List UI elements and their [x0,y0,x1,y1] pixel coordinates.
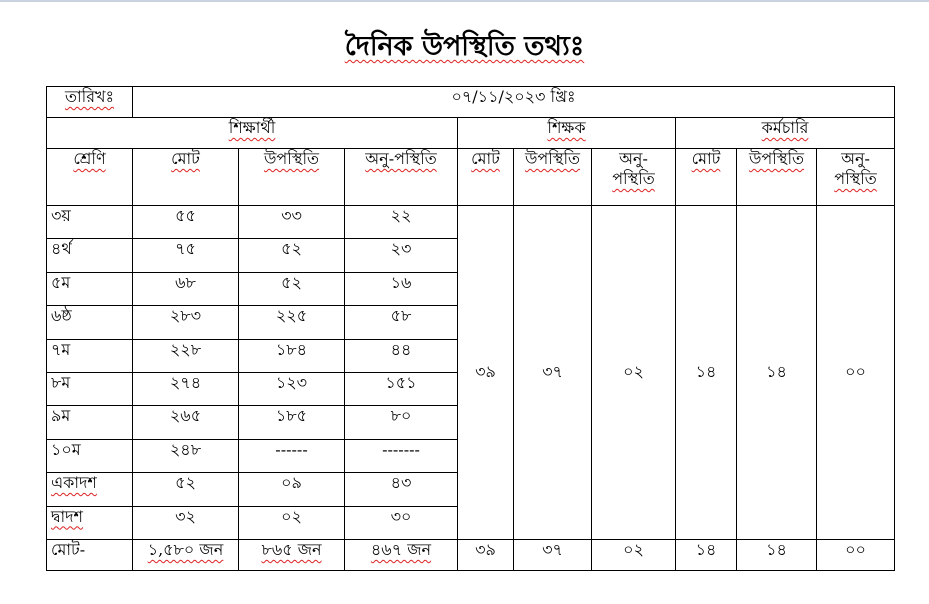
staff-group-header [676,118,895,149]
totals-students-total: ১,৫৮০ জন [147,539,224,559]
staff-present-cell: ১৪ [737,206,817,540]
row-class [47,506,133,539]
row-absent: ৪৪ [345,339,458,372]
table-row [47,206,895,239]
header-staff-total [676,149,737,206]
row-class: ৩য় [47,206,133,239]
row-total: ৬৮ [133,272,239,305]
row-class: ৪র্থ [47,239,133,272]
window-top-edge [0,0,929,2]
date-label-cell [47,87,133,118]
totals-staff-present: ১৪ [737,539,817,570]
row-absent: ১৬ [345,272,458,305]
totals-teachers-absent: ০২ [592,539,676,570]
row-present: ১৮৫ [239,406,345,439]
row-class: ৭ম [47,339,133,372]
row-class [47,473,133,506]
header-staff-absent-line1: অনু- [841,149,870,168]
date-row [47,87,895,118]
teachers-present-cell: ৩৭ [514,206,592,540]
totals-row [47,539,895,570]
row-absent: ------- [345,439,458,472]
students-group-label: শিক্ষার্থী [228,118,276,137]
row-absent: ৩০ [345,506,458,539]
totals-staff-total: ১৪ [676,539,737,570]
group-header-row [47,118,895,149]
header-class-label: শ্রেণি [73,149,106,168]
row-class: ৮ম [47,372,133,405]
row-class-text: দ্বাদশ [51,506,84,526]
row-absent: ৮০ [345,406,458,439]
header-staff-absent-line2: পস্থিতি [834,169,877,188]
header-student-absent [345,149,458,206]
header-class [47,149,133,206]
teachers-total-cell: ৩৯ [458,206,514,540]
row-present: ৫২ [239,272,345,305]
totals-students-present: ৮৬৫ জন [261,539,322,559]
row-total: ৫২ [133,473,239,506]
totals-teachers-present: ৩৭ [514,539,592,570]
row-total: ২৬৫ [133,406,239,439]
teachers-group-label: শিক্ষক [547,118,586,137]
header-teacher-present-label: উপস্থিতি [524,149,581,168]
sub-header-row [47,149,895,206]
header-teacher-total [458,149,514,206]
date-label: তারিখঃ [64,87,115,106]
staff-absent-cell: ০০ [817,206,895,540]
header-student-absent-label: অনু-পস্থিতি [365,149,437,168]
row-class: ৬ষ্ঠ [47,306,133,339]
staff-total-cell: ১৪ [676,206,737,540]
teachers-group-header [458,118,676,149]
header-staff-present-label: উপস্থিতি [748,149,805,168]
attendance-table [46,86,895,571]
header-teacher-present [514,149,592,206]
date-value-cell [133,87,895,118]
totals-students-absent-cell [345,539,458,570]
page-title-text: দৈনিক উপস্থিতি তথ্যঃ [344,31,585,62]
row-total: ২৮৩ [133,306,239,339]
row-total: ৫৫ [133,206,239,239]
totals-teachers-total: ৩৯ [458,539,514,570]
row-absent: ১৫১ [345,372,458,405]
header-teacher-absent-line2: পস্থিতি [612,169,655,188]
staff-group-label: কর্মচারি [761,118,809,137]
row-class: ৫ম [47,272,133,305]
row-absent: ৫৮ [345,306,458,339]
header-teacher-absent [592,149,676,206]
row-total: ৩২ [133,506,239,539]
row-class: ৯ম [47,406,133,439]
header-student-total-label: মোট [171,149,200,168]
totals-students-total-cell [133,539,239,570]
row-absent: ২২ [345,206,458,239]
row-total: ২৪৮ [133,439,239,472]
row-absent: ২৩ [345,239,458,272]
header-staff-present [737,149,817,206]
totals-staff-absent: ০০ [817,539,895,570]
header-student-present [239,149,345,206]
header-teacher-total-label: মোট [471,149,500,168]
page-title [0,26,929,71]
date-value: ০৭/১১/২০২৩ খ্রিঃ [451,87,576,106]
header-teacher-absent-line1: অনু- [619,149,648,168]
header-staff-total-label: মোট [691,149,721,168]
header-student-total [133,149,239,206]
row-class-text: একাদশ [51,473,97,493]
row-total: ২৭৪ [133,372,239,405]
row-total: ২২৮ [133,339,239,372]
row-present: ০২ [239,506,345,539]
row-class: ১০ম [47,439,133,472]
header-staff-absent [817,149,895,206]
row-present: ৩৩ [239,206,345,239]
teachers-absent-cell: ০২ [592,206,676,540]
totals-label: মোট- [47,539,133,570]
row-present: ৫২ [239,239,345,272]
header-student-present-label: উপস্থিতি [263,149,320,168]
totals-students-absent: ৪৬৭ জন [370,539,432,559]
totals-students-present-cell [239,539,345,570]
students-group-header [47,118,458,149]
row-absent: ৪৩ [345,473,458,506]
row-total: ৭৫ [133,239,239,272]
row-present: ১২৩ [239,372,345,405]
row-present: ০৯ [239,473,345,506]
row-present: ১৮৪ [239,339,345,372]
row-present: ------ [239,439,345,472]
row-present: ২২৫ [239,306,345,339]
